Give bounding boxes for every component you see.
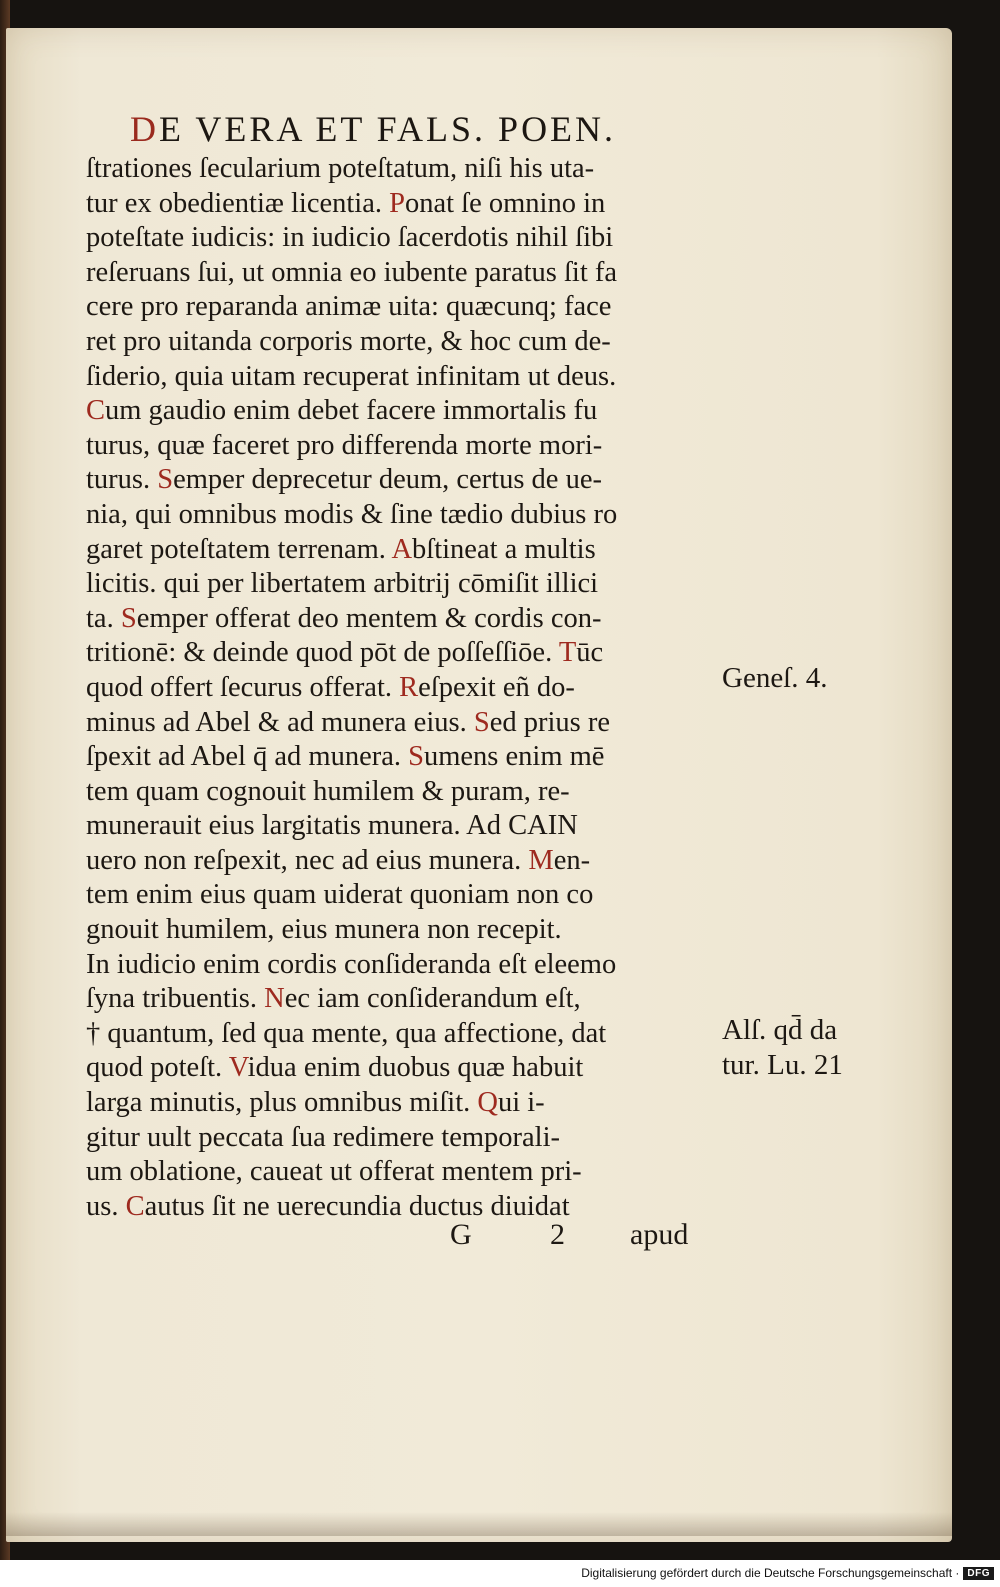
text-line — [86, 671, 726, 706]
text-line — [86, 1121, 726, 1156]
text-segment: gitur uult peccata ſua redimere temporali- — [86, 1121, 560, 1153]
rubricated-initial: S — [408, 741, 424, 773]
text-line — [86, 256, 726, 291]
text-segment: turus, quæ faceret pro differenda morte mori- — [86, 429, 603, 461]
text-line — [86, 221, 726, 256]
text-segment: larga minutis, plus omnibus miſit. — [86, 1087, 478, 1119]
signature-mark: G — [450, 1218, 472, 1251]
text-line — [86, 360, 726, 395]
text-line — [86, 187, 726, 222]
text-line — [86, 636, 726, 671]
text-segment: eſpexit eñ do- — [418, 671, 575, 703]
text-segment: ſpexit ad Abel q̄ ad munera. — [86, 741, 409, 773]
text-segment: minus ad Abel & ad munera eius. — [86, 706, 474, 738]
text-line — [86, 463, 726, 498]
rubricated-initial: P — [389, 187, 405, 219]
rubricated-initial: Q — [477, 1087, 498, 1119]
text-segment: poteſtate iudicis: in iudicio ſacerdotis nihil ſibi — [86, 222, 614, 254]
text-segment: umens enim mē — [423, 741, 605, 773]
text-segment: quod poteſt. — [86, 1052, 229, 1084]
text-segment: us. — [86, 1190, 126, 1222]
text-segment: ſyna tribuentis. — [86, 983, 265, 1015]
text-line — [86, 1086, 726, 1121]
text-segment: tem enim eius quam uiderat quoniam non co — [86, 879, 594, 911]
text-segment: um gaudio enim debet facere immortalis fu — [105, 395, 598, 427]
text-segment: uero non reſpexit, nec ad eius munera. — [86, 844, 529, 876]
text-segment: garet poteſtatem terrenam. — [86, 533, 392, 565]
text-segment: ui i- — [497, 1087, 545, 1119]
text-line — [86, 913, 726, 948]
text-line — [86, 533, 726, 568]
signature-line — [450, 1218, 710, 1258]
text-segment: autus ſit ne uerecundia ductus diuidat — [144, 1190, 570, 1222]
text-segment: In iudicio enim cordis conſideranda eſt eleemo — [86, 948, 617, 980]
text-segment: reſeruans ſui, ut omnia eo iubente paratus ſit fa — [86, 256, 618, 288]
footer-credit: Digitalisierung gefördert durch die Deutsche Forschungsgemeinschaft · — [581, 1566, 960, 1580]
page-edge-shadow — [6, 1512, 952, 1536]
text-segment: ret pro uitanda corporis morte, & hoc cum de- — [86, 325, 611, 357]
text-segment: munerauit eius largitatis munera. Ad CAIN — [86, 810, 578, 842]
text-line — [86, 1051, 726, 1086]
text-line — [86, 325, 726, 360]
text-line — [86, 1155, 726, 1190]
rubricated-initial: M — [528, 844, 554, 876]
text-segment: ec iam conſiderandum eſt, — [284, 983, 581, 1015]
digitization-footer — [581, 1563, 994, 1583]
text-line — [86, 152, 726, 187]
text-segment: tur ex obedientiæ licentia. — [86, 187, 390, 219]
text-segment: ed prius re — [489, 706, 610, 738]
text-line — [86, 567, 726, 602]
text-line — [86, 740, 726, 775]
text-segment: turus. — [86, 464, 158, 496]
margin-note-alius-line1: Alſ. qd̄ da — [722, 1014, 838, 1046]
signature-number: 2 — [550, 1218, 565, 1251]
text-segment: nia, qui omnibus modis & ſine tædio dubius ro — [86, 498, 618, 530]
text-segment: gnouit humilem, eius munera non recepit. — [86, 914, 562, 946]
text-segment: en- — [553, 844, 591, 876]
text-segment: onat ſe omnino in — [404, 187, 606, 219]
text-segment: bſtineat a multis — [412, 533, 596, 565]
text-segment: ſtrationes ſecularium poteſtatum, niſi his uta- — [86, 153, 595, 184]
margin-note-alius-line2: tur. Lu. 21 — [722, 1049, 843, 1081]
text-line — [86, 290, 726, 325]
text-segment: ūc — [576, 637, 604, 669]
text-segment: idua enim duobus quæ habuit — [247, 1052, 584, 1084]
text-segment: ſiderio, quia uitam recuperat infinitam ut deus. — [86, 360, 617, 392]
text-line — [86, 1017, 726, 1052]
text-segment: cere pro reparanda animæ uita: quæcunq; face — [86, 291, 612, 323]
text-line — [86, 429, 726, 464]
text-segment: licitis. qui per libertatem arbitrij cōmiſit illici — [86, 568, 599, 600]
text-line — [86, 775, 726, 810]
rubricated-initial: C — [125, 1190, 145, 1222]
dfg-logo: DFG — [963, 1567, 994, 1580]
text-line — [86, 844, 726, 879]
rubricated-initial: T — [558, 637, 577, 669]
text-line — [86, 948, 726, 983]
rubricated-initial: S — [473, 706, 490, 738]
running-head-text: E VERA ET FALS. POEN. — [159, 109, 617, 149]
catchword: apud — [630, 1218, 689, 1251]
margin-note-genesis: Geneſ. 4. — [722, 662, 828, 694]
text-segment: um oblatione, caueat ut offerat mentem pri- — [86, 1156, 582, 1188]
rubricated-initial: S — [120, 602, 137, 634]
rubricated-initial: C — [86, 395, 106, 427]
text-line — [86, 878, 726, 913]
text-line — [86, 706, 726, 741]
text-line — [86, 498, 726, 533]
rubricated-initial: N — [264, 983, 285, 1015]
rubricated-initial: S — [157, 464, 174, 496]
rubricated-initial: R — [399, 671, 419, 703]
text-segment: emper deprecetur deum, certus de ue- — [173, 464, 602, 496]
rubricated-initial: V — [228, 1052, 248, 1084]
text-segment: ta. — [86, 602, 121, 634]
text-line — [86, 602, 726, 637]
text-segment: emper offerat deo mentem & cordis con- — [136, 602, 602, 634]
text-segment: quod offert ſecurus offerat. — [86, 671, 400, 703]
text-segment: † quantum, ſed qua mente, qua affectione, dat — [86, 1017, 607, 1049]
text-line — [86, 809, 726, 844]
running-head-initial: D — [130, 109, 159, 149]
rubricated-initial: A — [391, 533, 413, 565]
text-line — [86, 982, 726, 1017]
text-segment: tem quam cognouit humilem & puram, re- — [86, 775, 570, 807]
main-text-block — [86, 152, 726, 1224]
text-line — [86, 394, 726, 429]
running-head — [130, 108, 710, 152]
text-segment: tritionē: & deinde quod pōt de poſſeſſiōe. — [86, 637, 559, 669]
